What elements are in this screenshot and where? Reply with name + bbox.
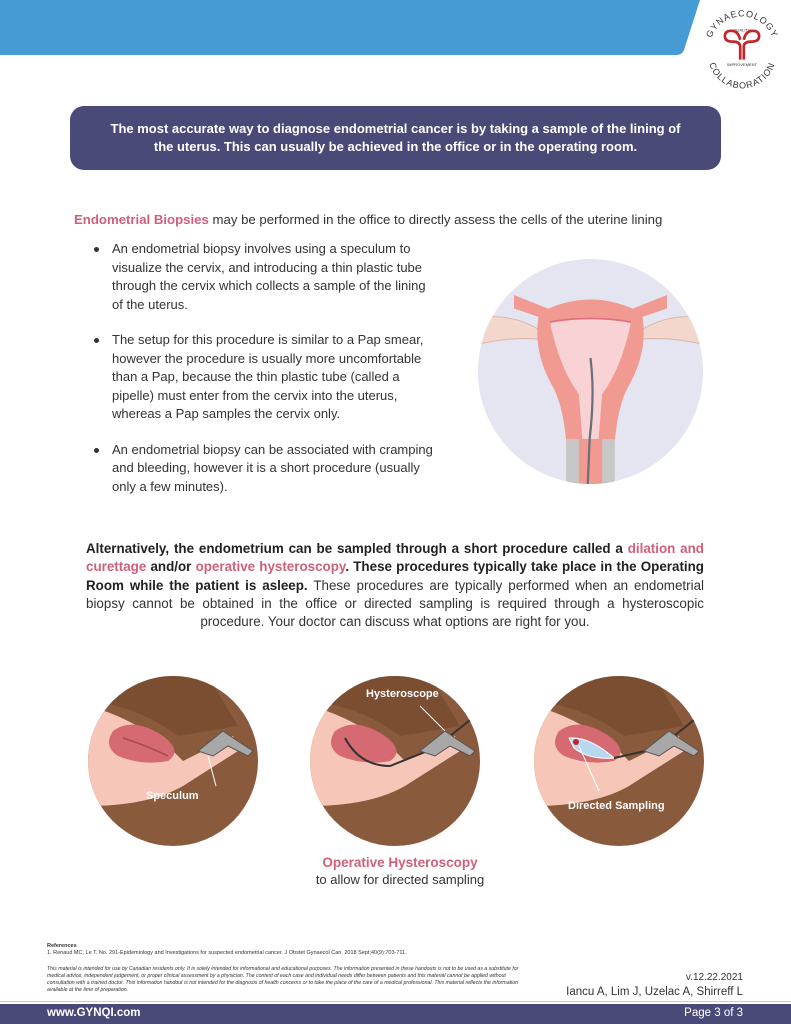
biopsy-bullet-list	[92, 240, 437, 513]
uterus-glyph-icon	[725, 31, 759, 60]
header-band	[0, 0, 700, 55]
footer-bar	[0, 1004, 791, 1024]
hysteroscope-label: Hysteroscope	[366, 688, 439, 700]
bullet-icon	[94, 247, 99, 252]
disclaimer-text: This material is intended for use by Canadian residents only. It is solely intended for informational and educational purposes. The information presented in these handouts is not to be used as a substitute for medical advice, independent judgement, or proper clinical assessment by a physician. The context of each case and individual needs differ between patients and this material cannot be applied without consultation with a trained doctor. This information handout is not intended for the diagnosis of health concerns or to take the place of the care of a medical professional. This material reflects the information available at the time of preparation.	[47, 966, 519, 993]
svg-text:IMPROVEMENT: IMPROVEMENT	[726, 61, 758, 67]
svg-text:GYNAECOLOGY: GYNAECOLOGY	[703, 8, 781, 39]
list-item: An endometrial biopsy involves using a speculum to visualize the cervix, and introducing a thin plastic tube through the cervix which collects a sample of the lining of the uterus.	[92, 240, 437, 314]
svg-text:QUALITY: QUALITY	[733, 27, 751, 33]
authors-label: Iancu A, Lim J, Uzelac A, Shirreff L	[566, 986, 743, 998]
page-number: Page 3 of 3	[684, 1007, 743, 1019]
website-link[interactable]: www.GYNQI.com	[47, 1007, 141, 1019]
term-dilation-curettage: dilation and curettage	[86, 541, 704, 575]
speculum-label: Speculum	[146, 790, 199, 802]
bullet-icon	[94, 448, 99, 453]
reference-item: 1. Renaud MC, Le T. No. 291-Epidemiology and Investigations for suspected endometrial cancer. J Obstet Gynaecol Can. 2018 Sept;40(9):703-711.	[47, 950, 407, 956]
directed-sampling-label: Directed Sampling	[568, 800, 665, 812]
footer-divider	[0, 1001, 791, 1002]
list-item: The setup for this procedure is similar to a Pap smear, however the procedure is usually more uncomfortable than a Pap, because the thin plastic tube (called a pipelle) must enter from the cervix into the uterus, whereas a Pap samples the cervix only.	[92, 331, 437, 424]
svg-text:COLLABORATION: COLLABORATION	[707, 60, 777, 91]
callout-text: The most accurate way to diagnose endometrial cancer is by taking a sample of the lining of the uterus. This can usually be achieved in the office or in the operating room.	[110, 121, 681, 154]
illustration-caption	[280, 854, 520, 888]
term-operative-hysteroscopy: operative hysteroscopy	[195, 559, 346, 575]
speculum-illustration	[88, 676, 258, 846]
intro-rest: may be performed in the office to directly assess the cells of the uterine lining	[208, 212, 663, 227]
key-message-callout	[70, 106, 721, 170]
caption-subtitle: to allow for directed sampling	[315, 872, 485, 887]
directed-sampling-illustration	[534, 676, 704, 846]
gynqi-logo	[697, 2, 787, 92]
references-heading: References	[47, 943, 77, 949]
hysteroscope-illustration	[310, 676, 480, 846]
uterus-biopsy-illustration	[478, 259, 703, 484]
intro-line	[74, 212, 662, 227]
bullet-icon	[94, 338, 99, 343]
intro-highlight: Endometrial Biopsies	[74, 212, 209, 227]
references-section	[47, 943, 407, 957]
alternative-procedures-paragraph: Alternatively, the endometrium can be sampled through a short procedure called a dilation and curettage and/or operative hysteroscopy. These procedures typically take place in the Operating Room while the patient is asleep. These procedures are typically performed when an endometrial biopsy cannot be obtained in the office or directed sampling is required through a hysteroscopic procedure. Your doctor can discuss what options are right for you.	[86, 541, 704, 630]
caption-title: Operative Hysteroscopy	[322, 855, 478, 870]
list-item: An endometrial biopsy can be associated with cramping and bleeding, however it is a short procedure (usually only a few minutes).	[92, 441, 437, 497]
version-label: v.12.22.2021	[685, 972, 743, 983]
